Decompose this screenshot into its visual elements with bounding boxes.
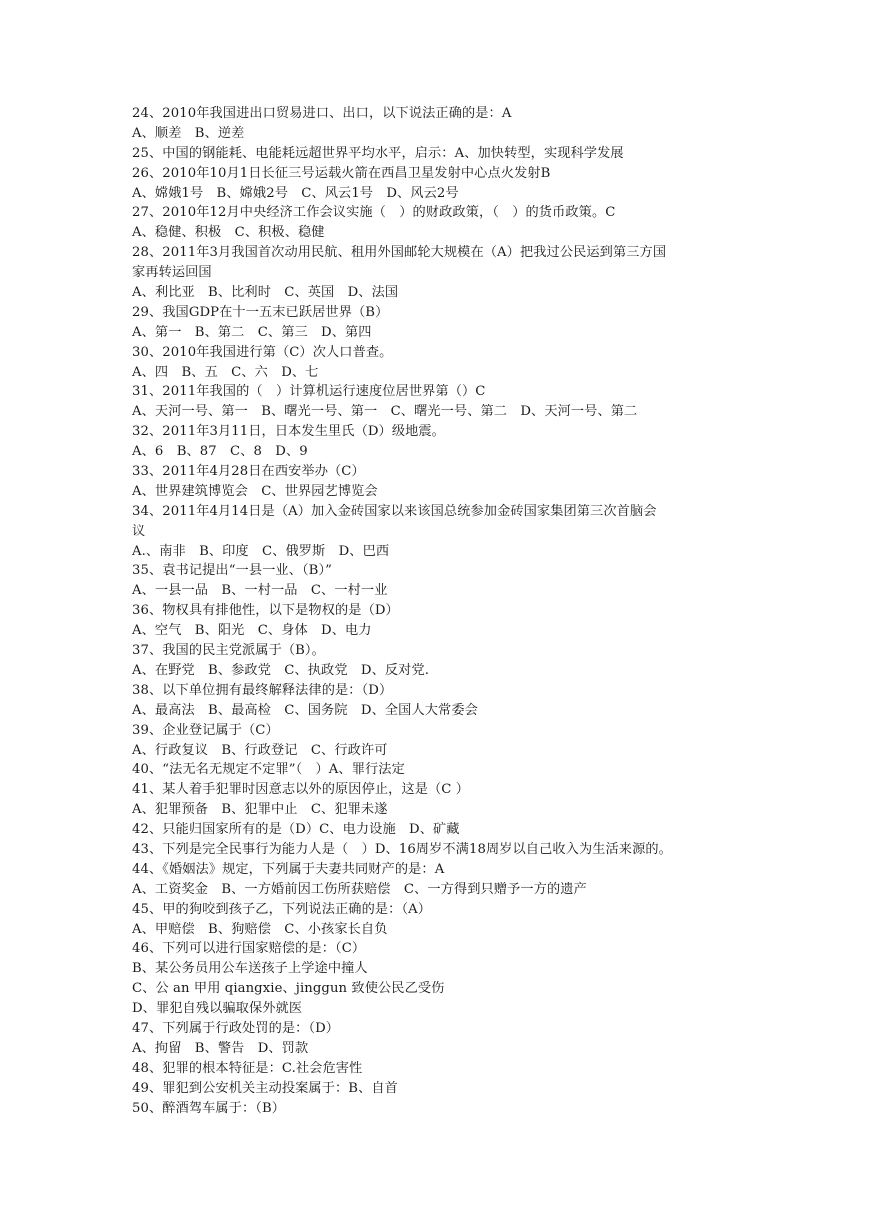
text-line: 33、2011年4月28日在西安举办（C） <box>132 464 365 480</box>
text-line: A、空气 B、阳光 C、身体 D、电力 <box>132 623 372 639</box>
text-line: D、罪犯自残以骗取保外就医 <box>132 1001 303 1017</box>
text-line: A、6 B、87 C、8 D、9 <box>132 444 308 460</box>
text-line: 38、以下单位拥有最终解释法律的是：（D） <box>132 682 393 698</box>
text-line: 30、2010年我国进行第（C）次人口普查。 <box>132 344 393 360</box>
text-line: A、利比亚 B、比利时 C、英国 D、法国 <box>132 285 399 301</box>
text-line: 43、下列是完全民事行为能力人是（ ）D、16周岁不满18周岁以自己收入为生活来源的。 <box>132 841 672 857</box>
text-line: 40、“法无名无规定不定罪”（ ）A、罪行法定 <box>132 762 405 778</box>
text-line: 46、下列可以进行国家赔偿的是：（C） <box>132 941 366 957</box>
text-line: A、顺差 B、逆差 <box>132 125 245 141</box>
text-line: A、犯罪预备 B、犯罪中止 C、犯罪未遂 <box>132 802 388 818</box>
text-line: 42、只能归国家所有的是（D）C、电力设施 D、矿藏 <box>132 822 460 838</box>
text-line: 31、2011年我国的（ ）计算机运行速度位居世界第（）C <box>132 384 486 400</box>
text-line: A.、南非 B、印度 C、俄罗斯 D、巴西 <box>132 543 390 559</box>
text-line: A、嫦娥1号 B、嫦娥2号 C、风云1号 D、风云2号 <box>132 185 459 201</box>
text-line: A、甲赔偿 B、狗赔偿 C、小孩家长自负 <box>132 921 388 937</box>
text-line: A、最高法 B、最高检 C、国务院 D、全国人大常委会 <box>132 702 478 718</box>
text-line: A、四 B、五 C、六 D、七 <box>132 364 319 380</box>
text-line: 41、某人着手犯罪时因意志以外的原因停止，这是（C ） <box>132 782 470 798</box>
text-line: 47、下列属于行政处罚的是：（D） <box>132 1020 340 1036</box>
text-line: 44、《婚姻法》规定，下列属于夫妻共同财产的是：A <box>132 861 445 877</box>
text-line: B、某公务员用公车送孩子上学途中撞人 <box>132 961 368 977</box>
text-line: 39、企业登记属于（C） <box>132 722 279 738</box>
text-line: 24、2010年我国进出口贸易进口、出口，以下说法正确的是：A <box>132 106 512 121</box>
text-line: 25、中国的钢能耗、电能耗远超世界平均水平，启示：A、加快转型，实现科学发展 <box>132 145 624 161</box>
text-line: 27、2010年12月中央经济工作会议实施（ ）的财政政策，（ ）的货币政策。C <box>132 205 616 221</box>
text-line: 49、罪犯到公安机关主动投案属于：B、自首 <box>132 1080 398 1096</box>
text-line: 28、2011年3月我国首次动用民航、租用外国邮轮大规模在（A）把我过公民运到第三方国 <box>132 245 667 261</box>
text-line: A、行政复议 B、行政登记 C、行政许可 <box>132 742 388 758</box>
text-line: 48、犯罪的根本特征是：C.社会危害性 <box>132 1060 363 1076</box>
text-line: A、第一 B、第二 C、第三 D、第四 <box>132 324 372 340</box>
text-line: A、天河一号、第一 B、曙光一号、第一 C、曙光一号、第二 D、天河一号、第二 <box>132 404 638 420</box>
text-line: A、拘留 B、警告 D、罚款 <box>132 1040 309 1056</box>
text-line: 家再转运回国 <box>132 265 212 281</box>
text-line: A、稳健、积极 C、积极、稳健 <box>132 225 325 241</box>
text-line: A、世界建筑博览会 C、世界园艺博览会 <box>132 483 378 499</box>
text-line: A、一县一品 B、一村一品 C、一村一业 <box>132 583 388 599</box>
text-line: 37、我国的民主党派属于（B）。 <box>132 643 325 659</box>
text-line: 45、甲的狗咬到孩子乙，下列说法正确的是：（A） <box>132 901 432 917</box>
document-page <box>132 104 852 1118</box>
text-line: 36、物权具有排他性，以下是物权的是（D） <box>132 603 399 619</box>
text-line: 50、醉酒驾车属于：（B） <box>132 1100 286 1116</box>
text-line: 29、我国GDP在十一五末已跃居世界（B） <box>132 304 389 320</box>
text-line: C、公 an 甲用 qiangxie、jinggun 致使公民乙受伤 <box>132 981 445 997</box>
text-line: 32、2011年3月11日，日本发生里氏（D）级地震。 <box>132 424 445 440</box>
text-line: 议 <box>132 523 146 539</box>
text-line: A、工资奖金 B、一方婚前因工伤所获赔偿 C、一方得到只赠予一方的遗产 <box>132 881 587 897</box>
text-line: A、在野党 B、参政党 C、执政党 D、反对党. <box>132 662 430 678</box>
text-line: 34、2011年4月14日是（A）加入金砖国家以来该国总统参加金砖国家集团第三次首脑会 <box>132 503 657 519</box>
text-line: 35、袁书记提出“一县一业、（B）” <box>132 563 332 579</box>
text-line: 26、2010年10月1日长征三号运载火箭在西昌卫星发射中心点火发射B <box>132 165 551 181</box>
